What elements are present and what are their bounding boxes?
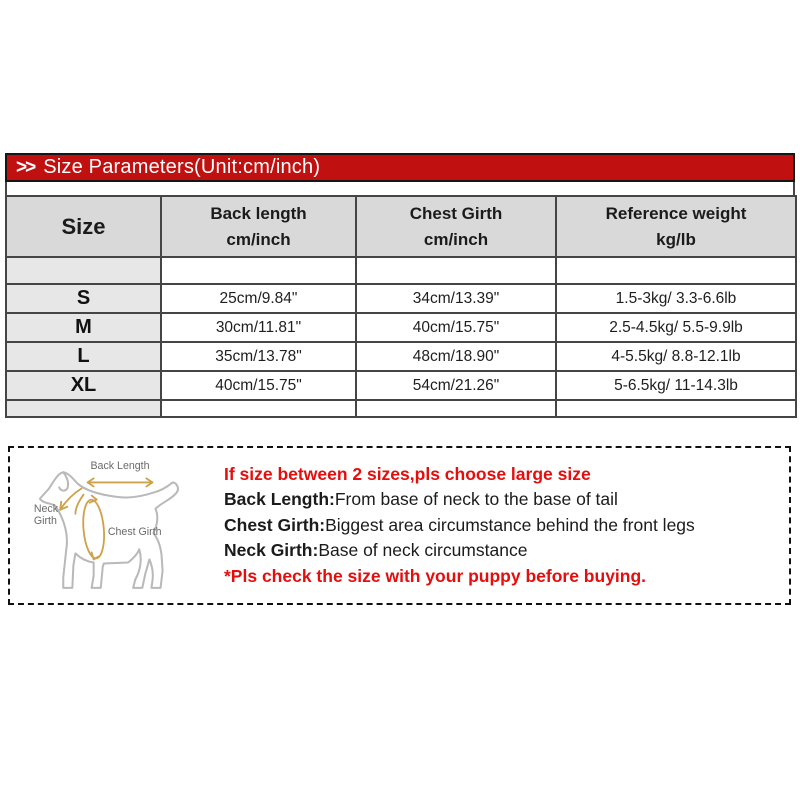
- reference-weight-value: 1.5-3kg/ 3.3-6.6lb: [556, 284, 796, 313]
- measuring-notes-text: [224, 462, 695, 590]
- reference-weight-value: 5-6.5kg/ 11-14.3lb: [556, 371, 796, 400]
- back-length-value: 35cm/13.78": [161, 342, 356, 371]
- empty-size-cell: [6, 257, 161, 284]
- header-chest-girth-label: Chest Girth: [409, 204, 503, 223]
- size-label: XL: [6, 371, 161, 400]
- chest-girth-value: 48cm/18.90": [356, 342, 556, 371]
- header-reference-weight-label: Reference weight: [605, 204, 747, 223]
- chest-girth-value: 40cm/15.75": [356, 313, 556, 342]
- back-length-note: [224, 487, 695, 513]
- table-row-size-xl: [6, 371, 796, 400]
- header-reference-weight: [556, 196, 796, 257]
- empty-cell: [356, 257, 556, 284]
- dog-ear-outline: [59, 472, 68, 490]
- size-label: S: [6, 284, 161, 313]
- section-title-bar: [5, 153, 795, 182]
- size-parameters-table: [5, 195, 797, 418]
- reference-weight-value: 2.5-4.5kg/ 5.5-9.9lb: [556, 313, 796, 342]
- size-advice-note: If size between 2 sizes,pls choose large size: [224, 463, 591, 484]
- header-chest-girth-unit: cm/inch: [423, 229, 489, 249]
- header-size-label: Size: [61, 214, 106, 239]
- size-label: M: [6, 313, 161, 342]
- dog-measurement-diagram: [28, 452, 210, 600]
- table-top-spacer-strip: [5, 182, 795, 195]
- chest-girth-desc: Biggest area circumstance behind the front legs: [325, 514, 695, 535]
- neck-girth-desc: Base of neck circumstance: [318, 540, 528, 561]
- double-chevron-icon: >>: [16, 156, 35, 178]
- empty-spacer-row: [6, 257, 796, 284]
- table-row-size-l: [6, 342, 796, 371]
- table-row-size-m: [6, 313, 796, 342]
- empty-cell: [556, 257, 796, 284]
- header-back-length-unit: cm/inch: [226, 229, 291, 249]
- neck-girth-arc: [60, 488, 83, 513]
- empty-cell: [356, 400, 556, 417]
- neck-girth-diagram-label-line1: Neck: [33, 502, 59, 515]
- back-length-term: Back Length:: [224, 489, 335, 510]
- empty-spacer-row: [6, 400, 796, 417]
- reference-weight-value: 4-5.5kg/ 8.8-12.1lb: [556, 342, 796, 371]
- size-label: L: [6, 342, 161, 371]
- chest-girth-term: Chest Girth:: [224, 514, 326, 535]
- chest-girth-diagram-label: Chest Girth: [107, 525, 162, 538]
- neck-girth-diagram-label-line2: Girth: [33, 514, 57, 527]
- empty-cell: [161, 400, 356, 417]
- warning-note: *Pls check the size with your puppy before buying.: [224, 565, 647, 586]
- back-length-value: 40cm/15.75": [161, 371, 356, 400]
- neck-girth-term: Neck Girth:: [224, 540, 319, 561]
- header-chest-girth: [356, 196, 556, 257]
- chest-girth-note: [224, 513, 695, 539]
- chest-girth-value: 34cm/13.39": [356, 284, 556, 313]
- measuring-notes-box: [8, 446, 791, 605]
- back-length-arrow: [88, 478, 153, 486]
- neck-girth-note: [224, 538, 695, 564]
- page-title: Size Parameters(Unit:cm/inch): [43, 156, 321, 178]
- empty-cell: [161, 257, 356, 284]
- table-row-size-s: [6, 284, 796, 313]
- back-length-value: 25cm/9.84": [161, 284, 356, 313]
- chest-girth-value: 54cm/21.26": [356, 371, 556, 400]
- header-size: [6, 196, 161, 257]
- empty-size-cell: [6, 400, 161, 417]
- header-back-length: [161, 196, 356, 257]
- header-back-length-label: Back length: [210, 204, 307, 223]
- back-length-diagram-label: Back Length: [90, 459, 150, 472]
- chest-girth-ellipse: [81, 495, 106, 559]
- table-header-row: [6, 196, 796, 257]
- empty-cell: [556, 400, 796, 417]
- back-length-desc: From base of neck to the base of tail: [334, 489, 618, 510]
- header-reference-weight-unit: kg/lb: [656, 229, 696, 249]
- back-length-value: 30cm/11.81": [161, 313, 356, 342]
